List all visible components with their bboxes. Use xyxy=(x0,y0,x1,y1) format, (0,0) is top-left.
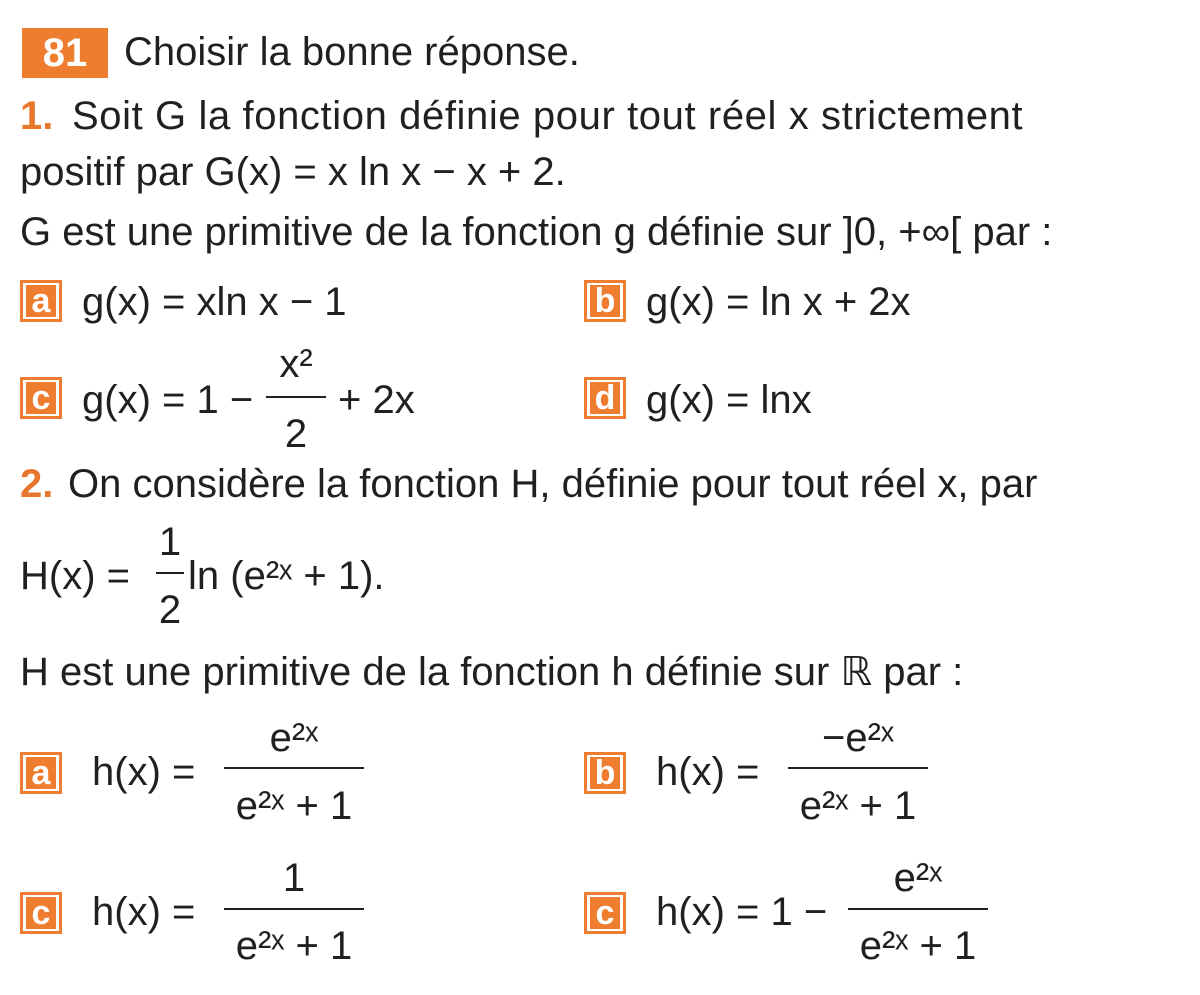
q2-number: 2. xyxy=(20,462,54,506)
exercise-number-badge: 81 xyxy=(22,28,108,78)
q2-option-a-label: a xyxy=(26,757,56,789)
q1-line2: positif par G(x) = x ln x − x + 2. xyxy=(20,150,566,194)
q2-hdef-pre: H(x) = xyxy=(20,554,130,598)
q2-hdef-post: ln (e²ˣ + 1). xyxy=(188,554,385,598)
q2-option-b-denominator: e²ˣ + 1 xyxy=(799,784,917,828)
q2-option-b-fraction-bar xyxy=(788,767,928,769)
q2-option-c2-fraction-bar xyxy=(848,908,988,910)
q2-hdef-fraction-bar xyxy=(156,572,184,574)
q2-option-c-box[interactable] xyxy=(20,892,62,934)
q2-option-c2-box[interactable] xyxy=(584,892,626,934)
q2-hdef-denominator: 2 xyxy=(158,588,182,632)
q1-option-b-label: b xyxy=(590,285,620,317)
q2-option-c2-pre: h(x) = 1 − xyxy=(656,890,828,934)
q1-option-a-text: g(x) = xln x − 1 xyxy=(82,280,347,324)
q2-option-c-fraction-bar xyxy=(224,908,364,910)
q1-option-c-box[interactable] xyxy=(20,377,62,419)
q2-option-b-pre: h(x) = xyxy=(656,750,760,794)
q2-hdef-numerator: 1 xyxy=(158,520,182,564)
q1-option-c-fraction-bar xyxy=(266,396,326,398)
q1-line1: Soit G la fonction définie pour tout réel x strictement xyxy=(72,94,1024,138)
q1-option-c-label: c xyxy=(26,382,56,414)
q1-line3: G est une primitive de la fonction g définie sur ]0, +∞[ par : xyxy=(20,210,1053,254)
q1-option-a-box[interactable] xyxy=(20,280,62,322)
q1-option-b-box[interactable] xyxy=(584,280,626,322)
q1-option-d-text: g(x) = lnx xyxy=(646,378,812,422)
q2-option-a-numerator: e²ˣ xyxy=(269,716,319,760)
q2-option-c-denominator: e²ˣ + 1 xyxy=(235,924,353,968)
q2-option-c2-label: c xyxy=(590,897,620,929)
q2-line1: On considère la fonction H, définie pour tout réel x, par xyxy=(68,462,1038,506)
q1-option-d-label: d xyxy=(590,382,620,414)
q2-option-c-pre: h(x) = xyxy=(92,890,196,934)
q1-option-a-label: a xyxy=(26,285,56,317)
q2-option-a-denominator: e²ˣ + 1 xyxy=(235,784,353,828)
q1-number: 1. xyxy=(20,94,54,138)
q2-option-b-label: b xyxy=(590,757,620,789)
q2-option-a-fraction-bar xyxy=(224,767,364,769)
q2-option-b-box[interactable] xyxy=(584,752,626,794)
q2-option-c-numerator: 1 xyxy=(282,856,306,900)
q1-option-c-numerator: x² xyxy=(279,342,313,386)
q2-option-a-pre: h(x) = xyxy=(92,750,196,794)
q1-option-d-box[interactable] xyxy=(584,377,626,419)
q2-option-c2-numerator: e²ˣ xyxy=(893,856,943,900)
q2-option-c-label: c xyxy=(26,897,56,929)
q1-option-c-denominator: 2 xyxy=(284,412,308,456)
q1-option-c-pre: g(x) = 1 − xyxy=(82,378,254,422)
q2-line3: H est une primitive de la fonction h définie sur ℝ par : xyxy=(20,650,964,694)
q2-option-a-box[interactable] xyxy=(20,752,62,794)
q1-option-c-post: + 2x xyxy=(338,378,415,422)
q2-option-b-numerator: −e²ˣ xyxy=(821,716,895,760)
q2-option-c2-denominator: e²ˣ + 1 xyxy=(859,924,977,968)
q1-option-b-text: g(x) = ln x + 2x xyxy=(646,280,911,324)
exercise-title: Choisir la bonne réponse. xyxy=(124,30,580,74)
